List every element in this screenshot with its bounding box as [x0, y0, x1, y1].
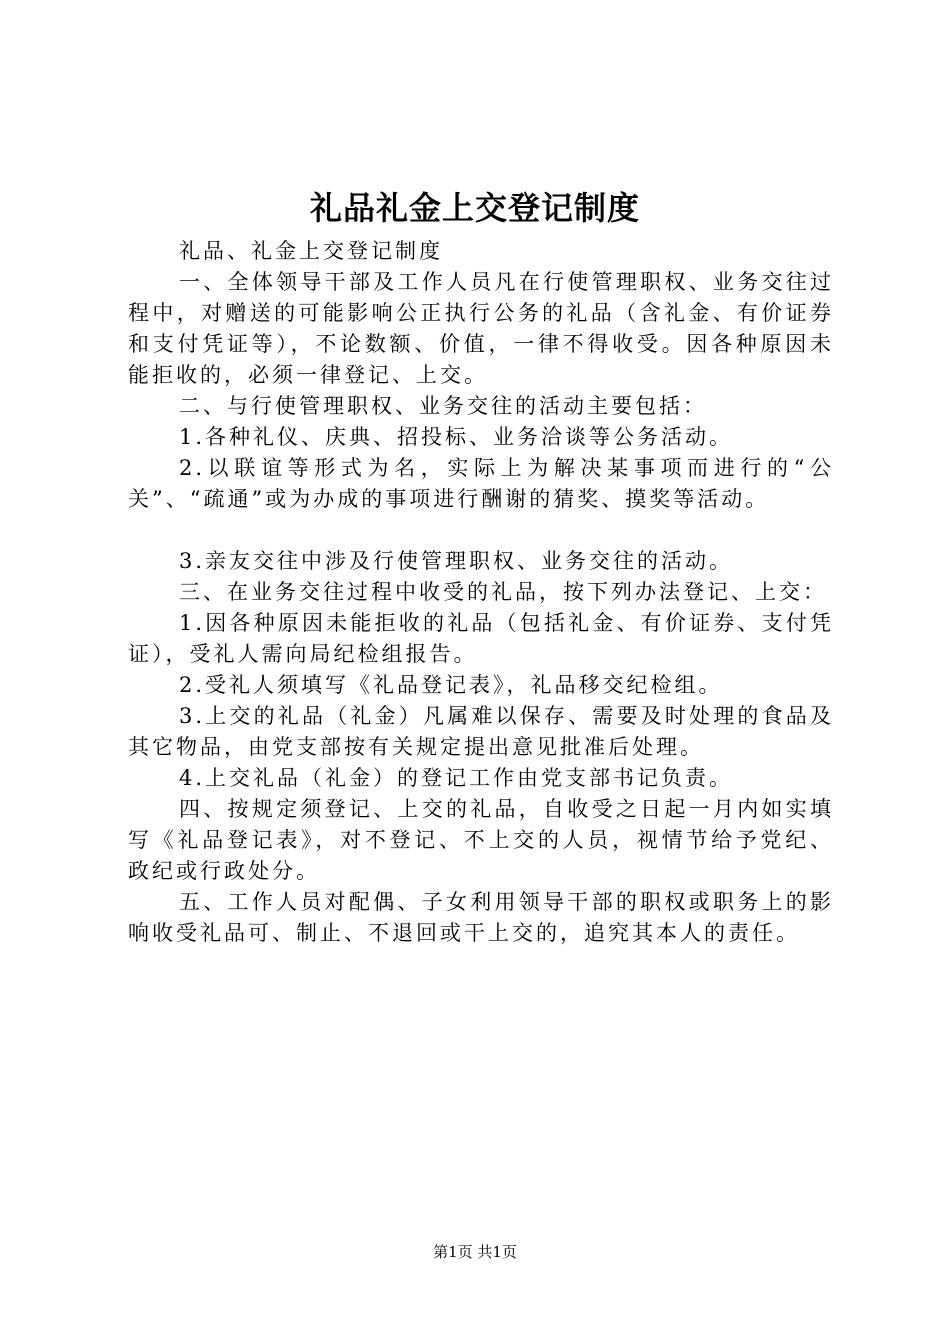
paragraph-section-2-item-3: 3.亲友交往中涉及行使管理职权、业务交往的活动。 [179, 549, 734, 573]
paragraph-section-3-item-1: 1.因各种原因未能拒收的礼品（包括礼金、有价证券、支付凭证），受礼人需向局纪检组报告。 [128, 611, 834, 666]
paragraph-section-2: 二、与行使管理职权、业务交往的活动主要包括： [179, 394, 707, 418]
paragraph-section-3: 三、在业务交往过程中收受的礼品，按下列办法登记、上交： [179, 580, 827, 604]
paragraph-spacer [128, 515, 834, 546]
document-body [128, 236, 834, 949]
paragraph-subtitle: 礼品、礼金上交登记制度 [179, 239, 443, 263]
paragraph-section-3-item-3: 3.上交的礼品（礼金）凡属难以保存、需要及时处理的食品及其它物品，由党支部按有关规定提出意见批准后处理。 [128, 704, 834, 759]
paragraph-section-2-item-1: 1.各种礼仪、庆典、招投标、业务洽谈等公务活动。 [179, 425, 734, 449]
paragraph-section-3-item-2: 2.受礼人须填写《礼品登记表》，礼品移交纪检组。 [179, 673, 723, 697]
paragraph-section-3-item-4: 4.上交礼品（礼金）的登记工作由党支部书记负责。 [179, 766, 734, 790]
page-footer: 第1页 共1页 [433, 1243, 517, 1261]
paragraph-section-5: 五、工作人员对配偶、子女利用领导干部的职权或职务上的影响收受礼品可、制止、不退回或干上交的，追究其本人的责任。 [128, 890, 834, 945]
paragraph-section-4: 四、按规定须登记、上交的礼品，自收受之日起一月内如实填写《礼品登记表》，对不登记、不上交的人员，视情节给予党纪、政纪或行政处分。 [128, 797, 834, 883]
paragraph-section-1: 一、全体领导干部及工作人员凡在行使管理职权、业务交往过程中，对赠送的可能影响公正执行公务的礼品（含礼金、有价证券和支付凭证等），不论数额、价值，一律不得收受。因各种原因未能拒收的，必须一律登记、上交。 [128, 270, 834, 387]
document-title: 礼品礼金上交登记制度 [309, 189, 640, 227]
paragraph-section-2-item-2: 2.以联谊等形式为名，实际上为解决某事项而进行的“公关”、“疏通”或为办成的事项进行酬谢的猜奖、摸奖等活动。 [128, 456, 834, 511]
